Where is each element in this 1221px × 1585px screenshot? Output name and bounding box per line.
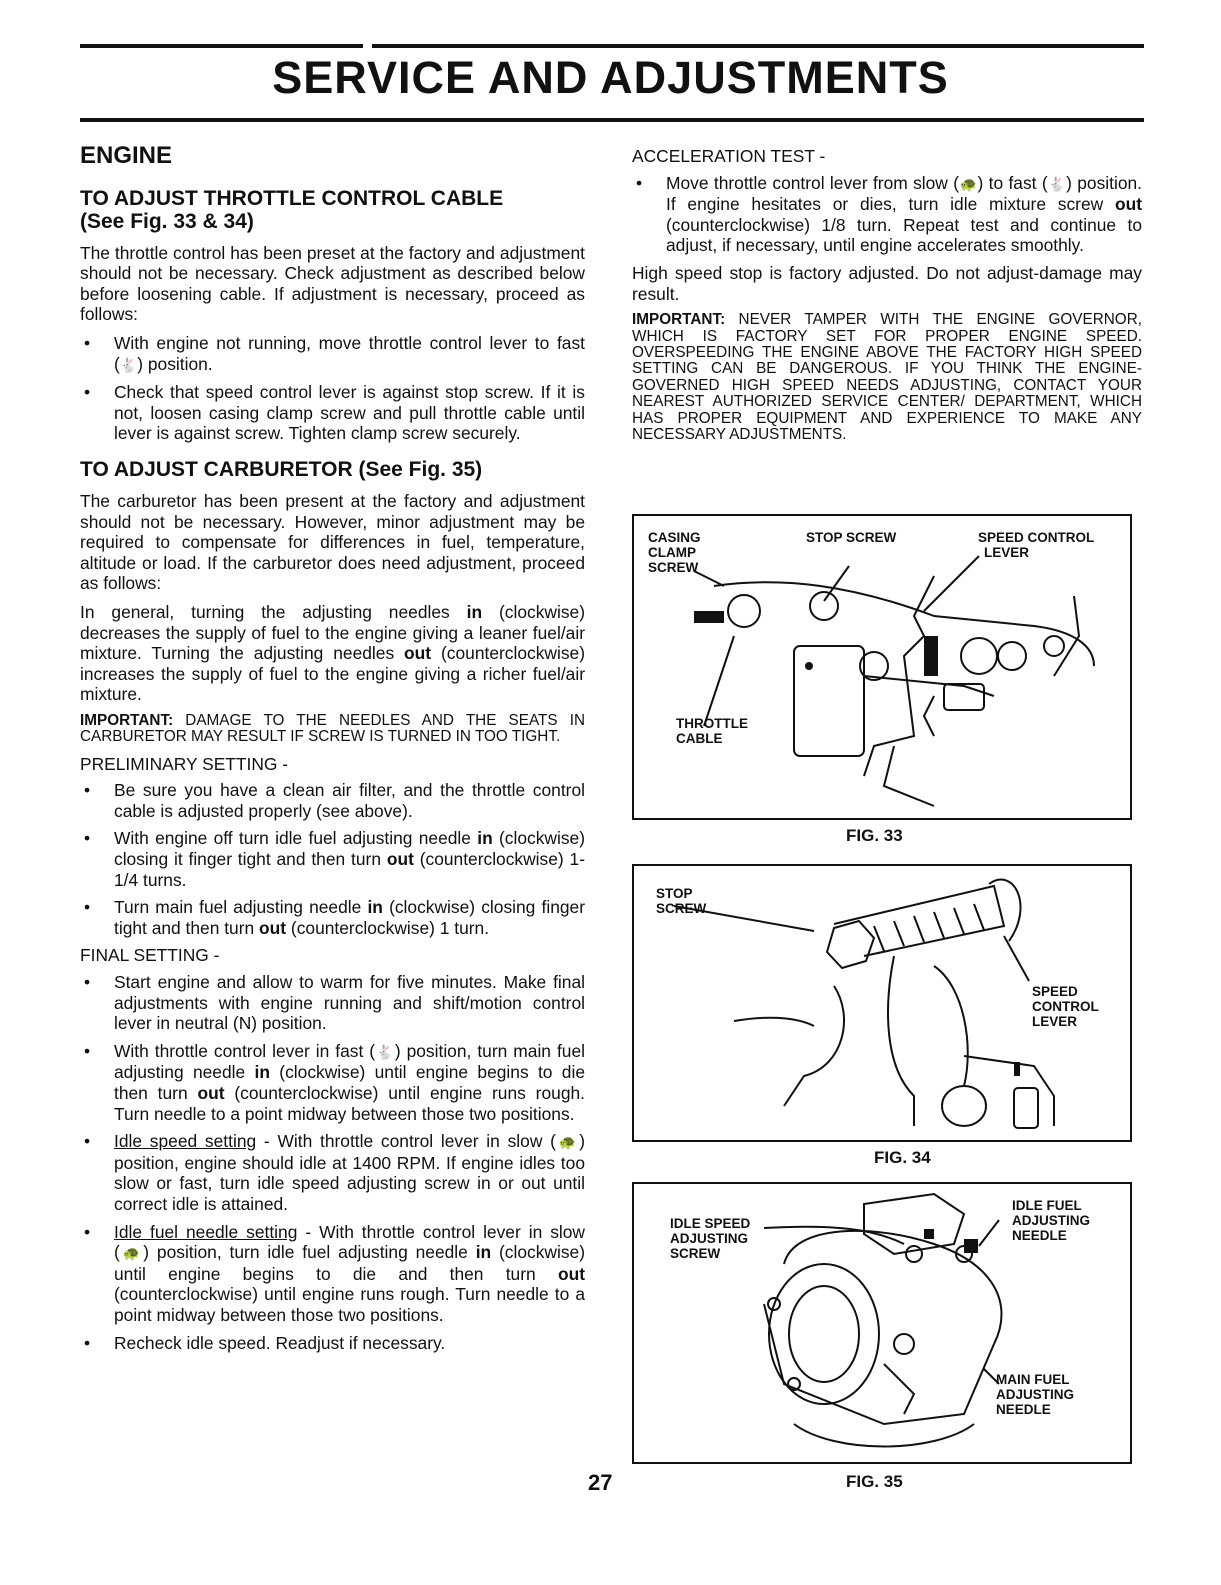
label-line: IDLE SPEED (670, 1216, 751, 1231)
text-run: (counterclockwise) until engine runs rough. Turn needle to a point midway between those two positions. (114, 1083, 585, 1124)
label-line: MAIN FUEL (996, 1372, 1070, 1387)
throttle-steps (80, 333, 585, 444)
emphasis-out: out (557, 1263, 585, 1284)
emphasis-out: out (404, 643, 432, 664)
label-line: ADJUSTING (1012, 1213, 1091, 1228)
turtle-icon: 🐢 (959, 175, 978, 192)
figure-33 (632, 514, 1132, 820)
title-underline (80, 118, 1144, 122)
list-item: • Start engine and allow to warm for five minutes. Make final adjustments with engine running and shift/motion control lever in neutral (N) position. (80, 972, 585, 1034)
underlined-term: Idle speed setting (114, 1131, 257, 1152)
label-line: CONTROL (1032, 999, 1099, 1014)
acceleration-steps (632, 173, 1142, 256)
final-setting-label: FINAL SETTING - (80, 945, 220, 966)
rabbit-icon: 🐇 (375, 1043, 395, 1060)
page-number: 27 (588, 1470, 613, 1495)
figure-35 (632, 1182, 1132, 1464)
important-text: DAMAGE TO THE NEEDLES AND THE SEATS IN CARBURETOR MAY RESULT IF SCREW IS TURNED IN TOO TIGHT. (80, 711, 585, 746)
label-line: SCREW (656, 901, 707, 916)
speed-control-lever-label (978, 530, 1094, 560)
list-item (80, 1131, 585, 1214)
text-run: ) position, engine should idle at 1400 RPM. If engine idles too slow or fast, turn idle speed adjusting screw in or out until correct idle is attained. (114, 1131, 586, 1214)
text-run: Move throttle control lever from slow ( (666, 172, 960, 193)
label-line: ADJUSTING (670, 1231, 749, 1246)
throttle-heading (80, 187, 585, 233)
text-run: With throttle control lever in fast ( (114, 1040, 376, 1061)
carburetor-heading: TO ADJUST CARBURETOR (See Fig. 35) (80, 457, 483, 481)
label-line: LEVER (1032, 1014, 1078, 1029)
label-line: SCREW (648, 560, 699, 575)
section-heading-engine: ENGINE (80, 142, 173, 169)
step-text: With engine not running, move throttle control lever to fast ( (114, 332, 585, 374)
final-steps (80, 972, 585, 1353)
text-run: (clockwise) decreases the supply of fuel to the engine giving a leaner fuel/air mixture. Turning the adjusting needles (80, 601, 585, 664)
throttle-title: TO ADJUST THROTTLE CONTROL CABLE (80, 186, 504, 210)
throttle-intro: The throttle control has been preset at the factory and adjustment should not be necessary. Check adjustment as described below before loosening cable. If adjustment is necessary, proceed as follows: (80, 242, 585, 325)
text-run: ) position, turn main fuel adjusting needle (114, 1040, 585, 1083)
text-run: ) position, turn idle fuel adjusting needle (143, 1242, 476, 1263)
idle-fuel-needle-label (1012, 1198, 1090, 1243)
text-run: (counterclockwise) 1/8 turn. Repeat test and continue to adjust, if necessary, until engine accelerates smoothly. (666, 214, 1142, 256)
list-item: • Be sure you have a clean air filter, and the throttle control cable is adjusted properly (see above). (80, 780, 585, 821)
text-run: (counterclockwise) until engine runs rough. Turn needle to a point midway between those two positions. (114, 1284, 585, 1325)
label-line: ADJUSTING (996, 1387, 1075, 1402)
text-run: - With throttle control lever in slow ( (256, 1131, 556, 1152)
list-item (80, 1222, 585, 1326)
left-column (80, 142, 586, 1360)
figure-35-caption: FIG. 35 (846, 1472, 903, 1491)
important-text: NEVER TAMPER WITH THE ENGINE GOVERNOR, WHICH IS FACTORY SET FOR PROPER ENGINE SPEED. OVERSPEEDING THE ENGINE ABOVE THE FACTORY HIGH SPEED SETTING CAN BE DANGEROUS. IF YOU THINK THE ENGINE-GOVERNED HIGH SPEED NEEDS ADJUSTING, CONTACT YOUR NEAREST AUTHORIZED SERVICE CENTER/ DEPARTMENT, WHICH HAS PROPER EQUIPMENT AND EXPERIENCE TO MAKE ANY NECESSARY ADJUSTMENTS. (632, 311, 1142, 443)
emphasis-out: out (1114, 194, 1142, 215)
carburetor-important-note (80, 713, 585, 746)
list-item: • Recheck idle speed. Readjust if necessary. (80, 1333, 585, 1354)
emphasis-in: in (254, 1062, 270, 1083)
label-line: NEEDLE (996, 1402, 1051, 1417)
label-line: LEVER (984, 545, 1030, 560)
label-line: SCREW (670, 1246, 721, 1261)
text-run: (counterclockwise) 1 turn. (286, 917, 490, 938)
step-text: ) position. (137, 353, 213, 374)
speed-control-lever-label (1032, 984, 1099, 1029)
text-run: (counterclockwise) increases the supply of fuel to the engine giving a richer fuel/air mixture. (80, 643, 585, 705)
governor-important-note (632, 312, 1142, 443)
underlined-term: Idle fuel needle setting (114, 1221, 298, 1242)
list-item: • Check that speed control lever is against stop screw. If it is not, loosen casing clamp screw and pull throttle cable until lever is against screw. Tighten clamp screw securely. (80, 382, 585, 444)
top-rule-right (372, 44, 1144, 48)
text-run: (counterclockwise) 1-1/4 turns. (114, 849, 585, 890)
throttle-linkage-illustration (634, 516, 1130, 818)
stop-screw-label (656, 886, 706, 916)
text-run: - With throttle control lever in slow ( (114, 1221, 585, 1263)
text-run: (clockwise) closing finger tight and then turn (114, 897, 586, 938)
figure-34-caption: FIG. 34 (874, 1148, 931, 1167)
rabbit-icon: 🐇 (119, 356, 138, 373)
rabbit-icon: 🐇 (1047, 175, 1067, 192)
important-label: IMPORTANT: (80, 711, 174, 729)
label-line: SPEED CONTROL (978, 530, 1095, 545)
text-run: ) position. If engine hesitates or dies, turn idle mixture screw (666, 172, 1143, 215)
turtle-icon: 🐢 (119, 1245, 144, 1262)
emphasis-in: in (477, 828, 493, 849)
text-run: With engine off turn idle fuel adjusting needle (114, 828, 478, 849)
emphasis-in: in (367, 897, 383, 918)
label-line: THROTTLE (676, 716, 748, 731)
page-title: SERVICE AND ADJUSTMENTS (272, 52, 949, 103)
casing-clamp-screw-label (648, 530, 701, 575)
preliminary-setting-label: PRELIMINARY SETTING - (80, 753, 289, 774)
top-rule-left (80, 44, 363, 48)
emphasis-out: out (197, 1083, 225, 1103)
emphasis-in: in (466, 601, 483, 622)
label-line: NEEDLE (1012, 1228, 1067, 1243)
preliminary-steps (80, 780, 585, 938)
stop-screw-label: STOP SCREW (806, 530, 897, 545)
label-line: CASING (648, 530, 701, 545)
label-line: CLAMP (648, 545, 696, 560)
figure-33-caption: FIG. 33 (846, 826, 903, 845)
label-line: IDLE FUEL (1012, 1198, 1082, 1213)
list-item (80, 333, 585, 375)
list-item (80, 828, 585, 890)
important-label: IMPORTANT: (632, 311, 726, 329)
right-column (632, 146, 1142, 451)
main-fuel-needle-label (996, 1372, 1074, 1417)
label-line: STOP (656, 886, 693, 901)
list-item (80, 897, 585, 938)
carburetor-general (80, 602, 585, 705)
text-run: (clockwise) until engine begins to die and then turn (114, 1242, 585, 1284)
throttle-subtitle: (See Fig. 33 & 34) (80, 209, 254, 233)
figure-34 (632, 864, 1132, 1142)
label-line: CABLE (676, 731, 723, 746)
emphasis-out: out (386, 849, 414, 870)
throttle-cable-label (676, 716, 748, 746)
emphasis-out: out (259, 917, 287, 938)
text-run: (clockwise) until engine begins to die then turn (114, 1062, 586, 1103)
text-run: In general, turning the adjusting needles (80, 601, 467, 622)
high-speed-note: High speed stop is factory adjusted. Do not adjust-damage may result. (632, 262, 1142, 304)
text-run: (clockwise) closing it finger tight and then turn (114, 828, 586, 870)
acceleration-test-label: ACCELERATION TEST - (632, 146, 826, 166)
label-line: SPEED (1032, 984, 1078, 999)
emphasis-in: in (475, 1242, 492, 1263)
text-run: ) to fast ( (977, 172, 1048, 193)
text-run: Turn main fuel adjusting needle (114, 897, 368, 918)
list-item (632, 173, 1142, 256)
list-item (80, 1041, 585, 1124)
idle-speed-screw-label (670, 1216, 750, 1261)
turtle-icon: 🐢 (555, 1134, 580, 1151)
carburetor-intro: The carburetor has been present at the factory and adjustment should not be necessary. However, minor adjustment may be required to compensate for differences in fuel, temperature, altitude or load. If the carburetor does need adjustment, proceed as follows: (80, 490, 585, 594)
